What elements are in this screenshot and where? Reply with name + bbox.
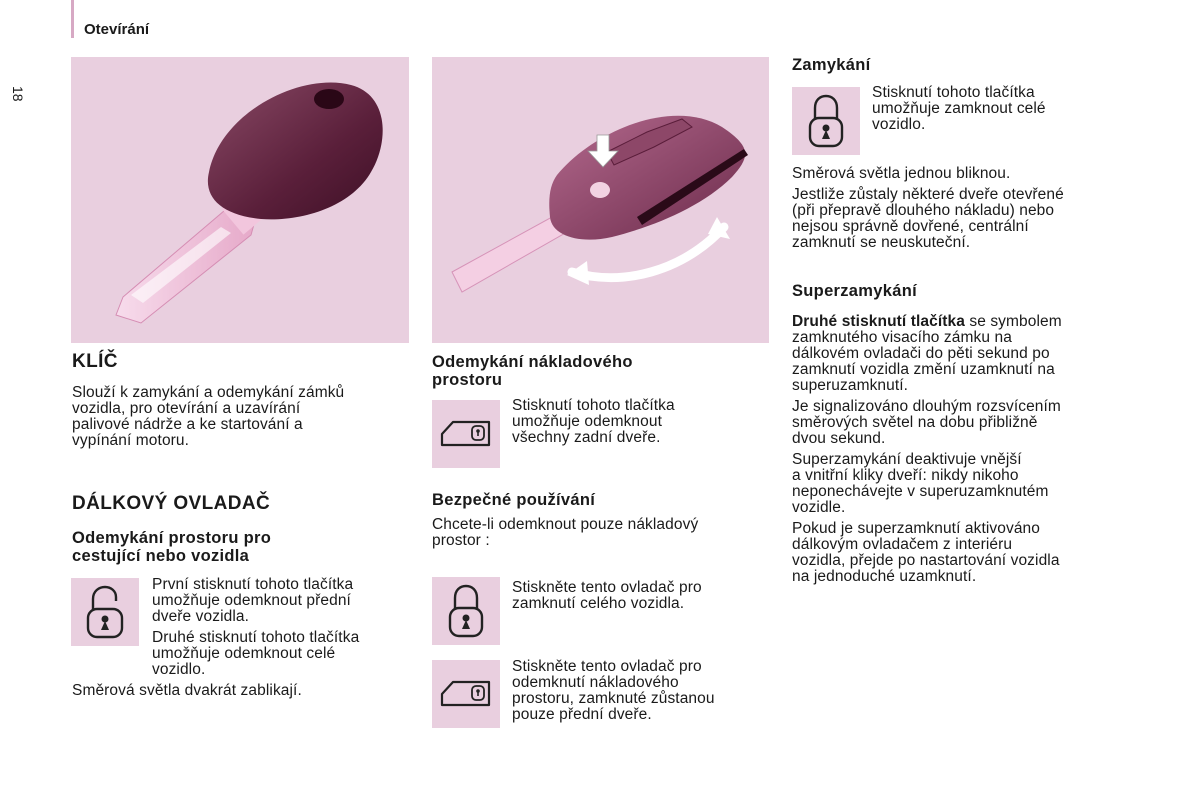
text-line: (při přepravě dlouhého nákladu) nebo [792, 202, 1055, 219]
bezpecne-item1-text [512, 580, 702, 612]
text-line: Stisknutí tohoto tlačítka [872, 84, 1035, 101]
van-cargo-icon [432, 400, 500, 468]
naklad-text [512, 398, 675, 446]
text-line: Stiskněte tento ovladač pro [512, 658, 702, 675]
text-line: zamknutí se neuskuteční. [792, 234, 971, 251]
text-line: superuzamknutí. [792, 377, 909, 394]
bezpecne-heading: Bezpečné používání [432, 491, 596, 509]
text-line: palivové nádrže a ke startování a [72, 416, 303, 433]
key-illustration [71, 57, 409, 343]
section-marker [71, 0, 74, 38]
text-line: a vnitřní kliky dveří: nikdy nikoho [792, 467, 1019, 484]
dalkovy-text-2 [152, 630, 359, 678]
dalkovy-heading: DÁLKOVÝ OVLADAČ [72, 493, 271, 514]
text-line: pouze přední dveře. [512, 706, 652, 723]
text-line: Druhé stisknutí tohoto tlačítka [152, 629, 360, 646]
text-line: umožňuje odemknout [512, 413, 663, 430]
text-line: Odemykání prostoru pro [72, 529, 272, 547]
text-line: dvou sekund. [792, 430, 886, 447]
remote-key-illustration [432, 57, 769, 343]
text-line: zamknutí vozidla změní uzamknutí na [792, 361, 1055, 378]
dalkovy-text-3: Směrová světla dvakrát zablikají. [72, 682, 302, 699]
text-line: vypínání motoru. [72, 432, 190, 449]
locked-padlock-icon [792, 87, 860, 155]
text-line: prostor : [432, 532, 490, 549]
zamykani-text [872, 85, 1046, 133]
remote-key-image [432, 57, 769, 343]
superzamykani-p3 [792, 452, 1049, 516]
text-line: vozidlo. [872, 116, 926, 133]
van-cargo-icon [432, 660, 500, 728]
section-title: Otevírání [84, 21, 150, 38]
text-line: neponechávejte v superuzamknutém [792, 483, 1049, 500]
text-line: vozidlo. [152, 661, 206, 678]
page-number: 18 [10, 86, 26, 102]
bold-phrase: Druhé stisknutí tlačítka [792, 313, 965, 330]
text-line: Stiskněte tento ovladač pro [512, 579, 702, 596]
text-line: První stisknutí tohoto tlačítka [152, 576, 354, 593]
naklad-heading [432, 353, 633, 389]
text-line: dálkovém ovladači do pěti sekund po [792, 345, 1050, 362]
dalkovy-subheading [72, 529, 271, 565]
dalkovy-text-1 [152, 577, 353, 625]
text-line: Je signalizováno dlouhým rozsvícením [792, 398, 1061, 415]
text-line: směrových světel na dobu přibližně [792, 414, 1038, 431]
text-line: na jednoduché uzamknutí. [792, 568, 977, 585]
text-line: Slouží k zamykání a odemykání zámků [72, 384, 345, 401]
text-line: Superzamykání deaktivuje vnější [792, 451, 1022, 468]
text-line: cestující nebo vozidla [72, 547, 250, 565]
text-line: všechny zadní dveře. [512, 429, 661, 446]
text-line: prostoru [432, 371, 503, 389]
text-line: zamknutého visacího zámku na [792, 329, 1012, 346]
bezpecne-item2-text [512, 659, 715, 723]
zamykani-p2 [792, 187, 1064, 251]
text-line: Jestliže zůstaly některé dveře otevřené [792, 186, 1064, 203]
zamykani-p1: Směrová světla jednou bliknou. [792, 165, 1011, 182]
text-line: dveře vozidla. [152, 608, 250, 625]
superzamykani-p2 [792, 399, 1061, 447]
bezpecne-intro [432, 517, 698, 549]
text-line: umožňuje odemknout celé [152, 645, 336, 662]
text-line: zamknutí celého vozidla. [512, 595, 685, 612]
text-line: umožňuje odemknout přední [152, 592, 351, 609]
text-line: Odemykání nákladového [432, 353, 633, 371]
text-line: nejsou správně dovřené, centrální [792, 218, 1029, 235]
unlocked-padlock-icon [71, 578, 139, 646]
text-line: dálkovým ovladačem z interiéru [792, 536, 1013, 553]
text-line: Pokud je superzamknutí aktivováno [792, 520, 1040, 537]
text-line: vozidle. [792, 499, 846, 516]
text-line: odemknutí nákladového [512, 674, 679, 691]
text-line: vozidla, přejde po nastartování vozidla [792, 552, 1060, 569]
text-span: se symbolem [964, 313, 1062, 330]
superzamykani-heading: Superzamykání [792, 282, 917, 300]
text-line: Stisknutí tohoto tlačítka [512, 397, 675, 414]
superzamykani-p4 [792, 521, 1060, 585]
text-line: prostoru, zamknuté zůstanou [512, 690, 715, 707]
zamykani-heading: Zamykání [792, 56, 871, 74]
text-line: umožňuje zamknout celé [872, 100, 1046, 117]
klic-text [72, 385, 344, 449]
locked-padlock-icon [432, 577, 500, 645]
superzamykani-p1 [792, 314, 1062, 394]
text-line [792, 314, 1062, 330]
text-line: Chcete-li odemknout pouze nákladový [432, 516, 699, 533]
text-line: vozidla, pro otevírání a uzavírání [72, 400, 301, 417]
klic-heading: KLÍČ [72, 351, 118, 372]
key-image [71, 57, 409, 343]
